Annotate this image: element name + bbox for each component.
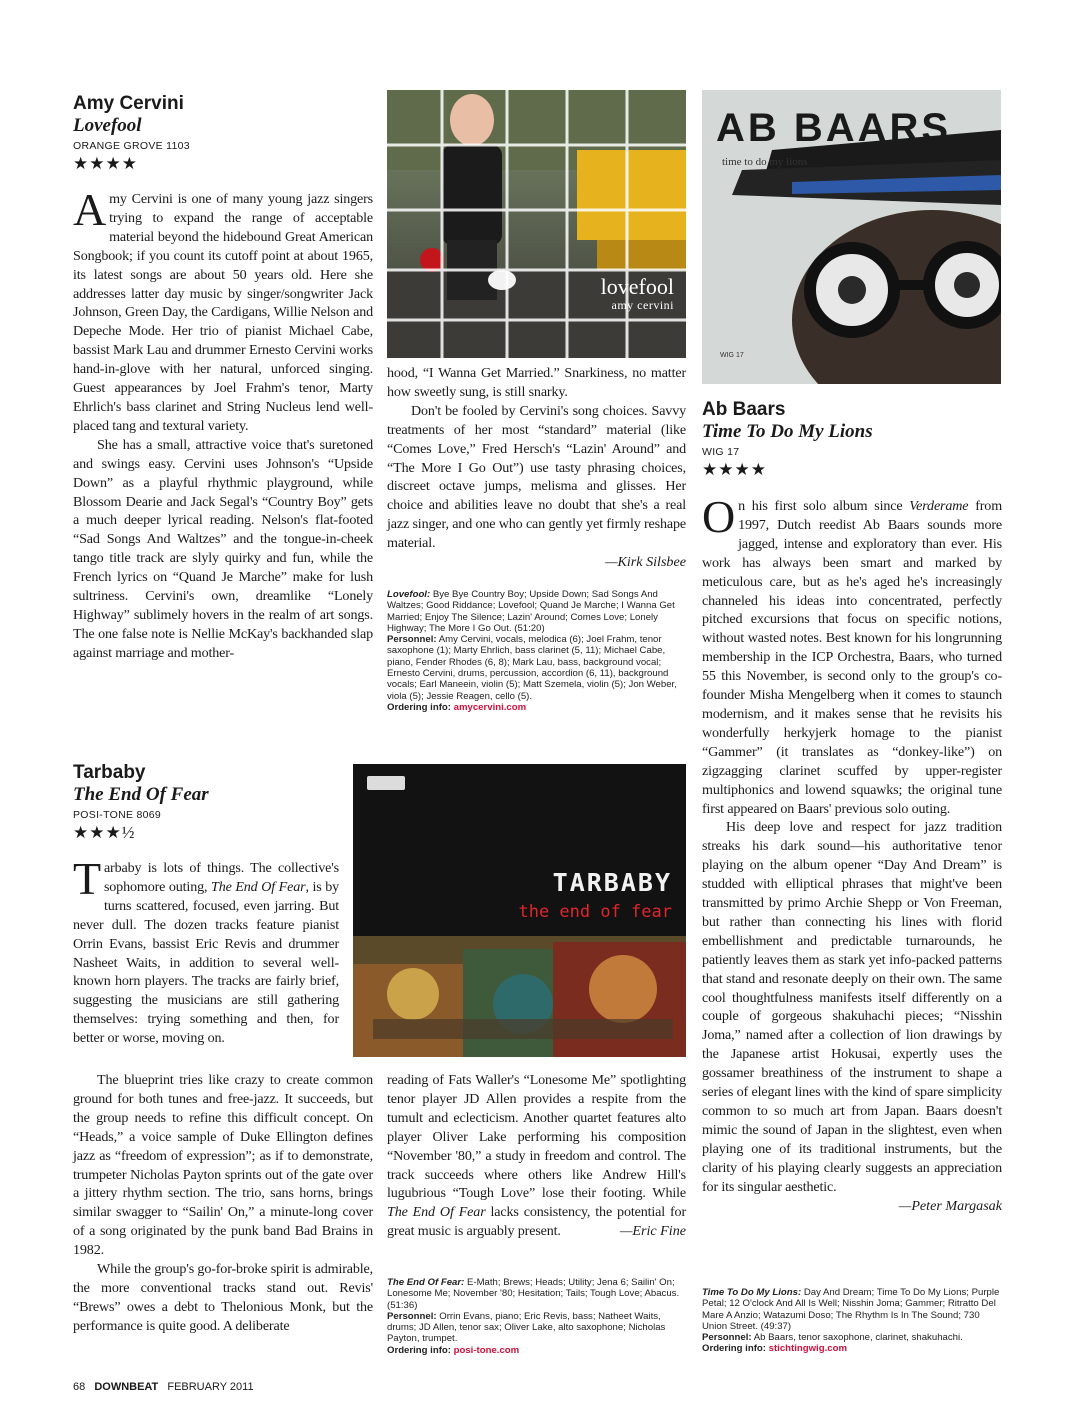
review-tarbaby-body-col1b (73, 1071, 373, 1336)
issue-date: FEBRUARY 2011 (167, 1381, 254, 1393)
review-tarbaby-header (73, 762, 353, 843)
page-number: 68 (73, 1381, 86, 1393)
review-amy-cervini-body-col1 (73, 184, 373, 663)
review-ab-baars-credits (702, 1287, 1002, 1355)
album-cover-time-to-do-my-lions (702, 90, 1001, 384)
album-cover-the-end-of-fear (353, 764, 686, 1057)
ordering-info: Ordering info: stichtingwig.com (702, 1343, 847, 1355)
paragraph: She has a small, attractive voice that's suretoned and swings easy. Cervini uses Johnson's “Upside Down” as a playful rhythmic playground, while Blossom Dearie and Jack Segal's “Country Boy” gets a much deeper lyrical reading. Nelson's flat-footed “Sad Songs And Waltzes” and the tongue-in-cheek tango title track are slyly quirky and fun, while the French lyrics on “Quand Je Marche” make for lush sultriness. Cervini's own, dreamlike “Lonely Highway” sublimely hovers in the realm of art songs. The one false note is Nellie McKay's backhanded slap against marriage and mother- (73, 436, 373, 661)
drop-cap: O (702, 491, 736, 542)
paragraph: The blueprint tries like crazy to create common ground for both tunes and free-jazz. It succeeds, but the group needs to refine this difficult concept. On “Heads,” a voice sample of Duke Ellington defines jazz as “freedom of expression”; as if to demonstrate, trumpeter Nicholas Payton sprints out of the gate over a jittery rhythm section. The trio, sans horns, brings similar swagger to “Sailin' On,” a minute-long cover of a song originated by the punk band Bad Brains in 1982. (73, 1072, 373, 1259)
cover-title: AB BAARS (716, 106, 952, 150)
magazine-name: DOWNBEAT (94, 1381, 159, 1393)
star-rating: ★★★½ (73, 823, 136, 842)
lovefool-cover-art (387, 90, 686, 358)
personnel: Personnel: Amy Cervini, vocals, melodica (6); Joel Frahm, tenor saxophone (1); Marty Ehrlich, bass clarinet (5, 11); Michael Cabe, piano, Fender Rhodes (6, 8); Mark Lau, bass, background vocal; Ernesto Cervini, drums, percussion, accordion (6, 11), background vocals; Earl Maneein, violin (5); Matt Szemela, violin (5); Jon Weber, viola (5); Jessie Reagen, cello (5). (387, 634, 677, 702)
record-label: ORANGE GROVE 1103 (73, 140, 190, 152)
record-label: WIG 17 (702, 446, 740, 458)
paragraph: His deep love and respect for jazz tradition streaks his dark sound—his authoritative tenor playing on the album opener “Day And Dream” is studded with elliptical phrases that might've been transmitted by primo Archie Shepp or Von Freeman, but rather than connecting his lines with florid embellishment and predictable turnarounds, he patiently leaves them as stark yet info-packed patterns that stand and resonate deeply on their own. The same cool thoughtfulness manifests itself differently on a couple of gorgeous shakuhachi pieces; “Nisshin Joma,” named after a collection of lion drawings by the Japanese artist Hokusai, expertly uses the gossamer breathiness of the instrument to shape a series of elegant lines with the kind of spare simplicity common to so much art from Japan. Baars doesn't mimic the sound of Japan in the slightest, even when playing one of its traditional instruments, but the clarity of his playing clearly suggests an appreciation for its singular aesthetic. (702, 819, 1002, 1195)
paragraph: On his first solo album since Verderame from 1997, Dutch reedist Ab Baars sounds more jagged, intense and exploratory than ever. His work has always been smart and marked by meticulous care, but as he's aged he's increasingly channeled his ideas into concentrated, perfectly pitched excursions that focus on specific notions, without wasted notes. Best known for his longrunning membership in the ICP Orchestra, Baars, who turned 55 this November, is second only to the group's co-founder Misha Mengelberg when it comes to staunch modernism, and it makes sense that he revisits his wonderfully herkyjerk homage to the pianist “Gammer” (it translates as “donkey-like”) on zigzagging clarinet scuffed by upper-register multiphonics and lowend squawks; the original tune first appeared on Baars' previous solo outing. (702, 491, 1003, 817)
cover-title: TARBABY (552, 868, 672, 897)
album-cover-lovefool (387, 90, 686, 358)
reviewer-signature: —Eric Fine (619, 1223, 686, 1240)
cover-mark: WIG 17 (720, 352, 744, 359)
review-tarbaby-body-col2 (387, 1071, 686, 1241)
review-tarbaby-body-col1a (73, 853, 339, 1048)
cover-title: lovefool (600, 274, 674, 299)
personnel: Personnel: Orrin Evans, piano; Eric Revis, bass; Natheet Waits, drums; JD Allen, tenor sax; Oliver Lake, alto saxophone; Nicholas Payton, trumpet. (387, 1310, 666, 1345)
cover-text (601, 276, 674, 313)
paragraph: While the group's go-for-broke spirit is admirable, the more conventional tracks stand out. Revis' “Brews” owes a debt to Thelonious Monk, but the performance is quite good. A deliberate (73, 1261, 374, 1334)
review-ab-baars-body (702, 491, 1003, 1215)
album-title: Lovefool (73, 115, 142, 136)
review-ab-baars-header (702, 399, 1002, 480)
cover-artist: amy cervini (611, 298, 674, 312)
reviewer-signature: —Kirk Silsbee (604, 554, 686, 571)
star-rating: ★★★★ (73, 154, 138, 173)
record-label: POSI-TONE 8069 (73, 809, 162, 821)
ordering-link[interactable]: amycervini.com (453, 701, 527, 713)
cover-subtitle: the end of fear (518, 902, 672, 922)
reviewer-signature: —Peter Margasak (898, 1197, 1002, 1214)
artist-name: Ab Baars (702, 399, 786, 420)
review-amy-cervini-credits (387, 589, 686, 713)
track-list: Time To Do My Lions: Day And Dream; Time To Do My Lions; Purple Petal; 12 O'clock And All Is Well; Nisshin Joma; Gammer; Ritratto Del Mare A Anzio; Watazumi Doso; The Rhythm Is In The Sound; 730 Union Street. (49:37) (702, 1287, 1000, 1332)
paragraph: reading of Fats Waller's “Lonesome Me” spotlighting tenor player JD Allen provides a respite from the tumult and eclecticism. Another quartet features alto player Oliver Lake performing his composition “November '80,” a study in freedom and control. The track succeeds where others like Andrew Hill's lugubrious “Tough Love” lose their footing. While The End Of Fear lacks consistency, the potential for great music is arguably present. (387, 1072, 687, 1240)
paragraph: Amy Cervini is one of many young jazz singers trying to expand the range of acceptable material beyond the hidebound Great American Songbook; if you count its cutoff point at about 1965, its latest songs are about 50 years old. Here she addresses latter day music by singer/songwriter Jack Johnson, Green Day, the Cardigans, Willie Nelson and Depeche Mode. Her trio of pianist Michael Cabe, bassist Mark Lau and drummer Ernesto Cervini works hand-in-glove with her natural, unforced singing. Guest appearances by Joel Frahm's tenor, Marty Ehrlich's bass clarinet and String Nucleus lend well-placed tang and textural variety. (73, 184, 373, 434)
artist-name: Amy Cervini (73, 93, 184, 114)
paragraph: Tarbaby is lots of things. The collective's sophomore outing, The End Of Fear, is by turns scattered, focused, even jarring. But never dull. The dozen tracks feature pianist Orrin Evans, bassist Eric Revis and drummer Nasheet Waits, in addition to several well-known horn players. The tracks are fairly brief, suggesting the musicians are still gathering themselves: trying something and then, for better or worse, moving on. (73, 853, 339, 1047)
page-footer (73, 1381, 254, 1393)
drop-cap: T (73, 853, 101, 904)
paragraph: hood, “I Wanna Get Married.” Snarkiness, no matter how sweetly sung, is still snarky. (387, 365, 686, 400)
review-amy-cervini-body-col2 (387, 364, 686, 572)
cover-subtitle: time to do my lions (722, 156, 808, 168)
album-title: The End Of Fear (73, 784, 209, 805)
ordering-info: Ordering info: amycervini.com (387, 701, 527, 713)
track-list: Lovefool: Bye Bye Country Boy; Upside Down; Sad Songs And Waltzes; Good Riddance; Lovefool; Quand Je Marche; I Wanna Get Married; Enjoy The Silence; Lazin' Around; Comes Love; Lonely Highway; The More I Go Out. (51:20) (387, 589, 675, 634)
artist-name: Tarbaby (73, 762, 146, 783)
paragraph: Don't be fooled by Cervini's song choices. Savvy treatments of her most “standard” material (like “Comes Love,” Fred Hersch's “Lazin' Around” and “The More I Go Out”) use tasty phrasing choices, discreet octave jumps, melisma and glisses. Her choice and abilities leave no doubt that she's a real jazz singer, and one who can gently yet firmly reshape material. (387, 402, 686, 552)
review-amy-cervini-header (73, 93, 373, 174)
ordering-link[interactable]: stichtingwig.com (768, 1343, 847, 1355)
track-list: The End Of Fear: E-Math; Brews; Heads; Utility; Jena 6; Sailin' On; Lonesome Me; November '80; Hesitation; Tails; Tough Love; Abacus. (51:36) (387, 1277, 680, 1311)
ordering-info: Ordering info: posi-tone.com (387, 1344, 520, 1356)
album-title: Time To Do My Lions (702, 421, 873, 442)
review-tarbaby-credits (387, 1277, 686, 1356)
personnel: Personnel: Ab Baars, tenor saxophone, clarinet, shakuhachi. (702, 1332, 963, 1344)
ordering-link[interactable]: posi-tone.com (453, 1344, 520, 1356)
drop-cap: A (73, 184, 107, 235)
star-rating: ★★★★ (702, 460, 767, 479)
